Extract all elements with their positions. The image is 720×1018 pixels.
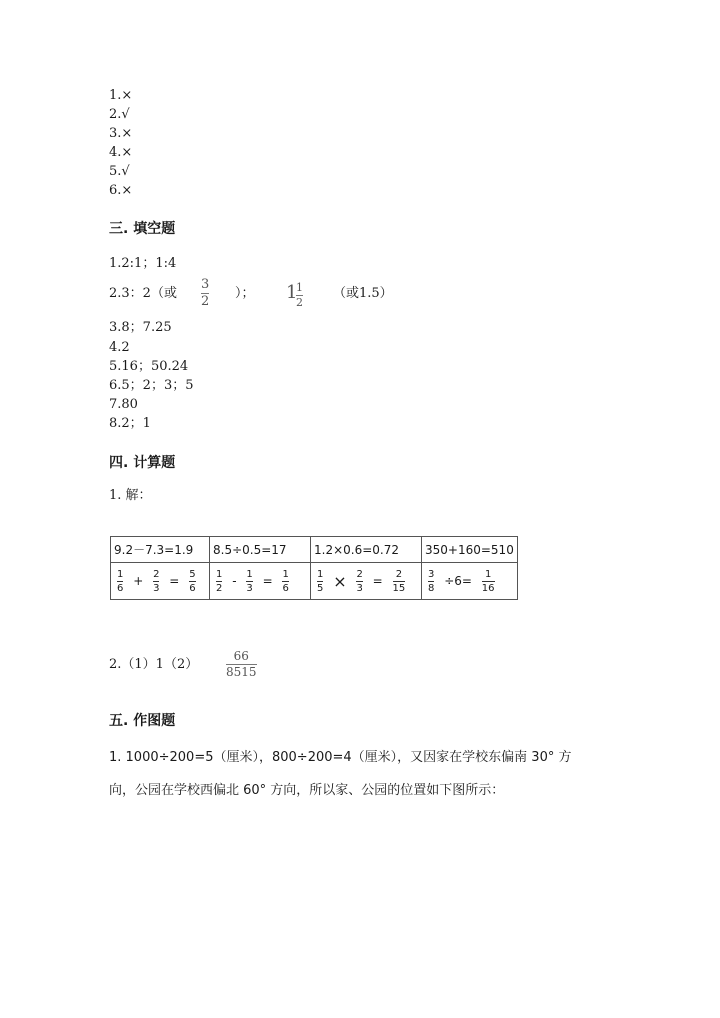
answer-4: 4.× xyxy=(109,145,133,160)
fraction xyxy=(393,569,406,594)
frac-numerator: 2 xyxy=(153,568,160,580)
fraction xyxy=(282,569,288,594)
fraction xyxy=(153,569,159,594)
frac-numerator: 2 xyxy=(356,568,363,580)
s3-q5: 5.16；50.24 xyxy=(109,359,189,374)
frac-numerator: 1 xyxy=(117,568,124,580)
fraction xyxy=(117,569,123,594)
answer-2: 2.√ xyxy=(109,107,130,122)
s4-q1-label: 1. 解： xyxy=(109,488,152,503)
section3-heading: 三. 填空题 xyxy=(109,221,176,237)
calc-cell xyxy=(210,563,311,600)
frac-denominator: 3 xyxy=(356,582,363,594)
frac-bar xyxy=(282,581,288,582)
frac-numerator: 3 xyxy=(428,568,435,580)
s3-q2-mixed-whole: 1 xyxy=(286,282,298,303)
s3-q7: 7.80 xyxy=(109,397,138,412)
frac-denominator: 2 xyxy=(216,582,223,594)
answer-1: 1.× xyxy=(109,88,133,103)
frac-bar xyxy=(117,581,123,582)
fraction xyxy=(428,569,434,594)
fraction xyxy=(246,569,252,594)
frac-bar xyxy=(317,581,323,582)
section4-heading: 四. 计算题 xyxy=(109,455,176,471)
calc-cell xyxy=(111,563,210,600)
s3-q2-suffix: （或1.5） xyxy=(333,286,393,301)
frac-denominator: 6 xyxy=(189,582,196,594)
calc-row xyxy=(111,537,518,563)
answer-6: 6.× xyxy=(109,183,133,198)
frac-numerator: 1 xyxy=(282,568,289,580)
s3-q1: 1.2:1；1:4 xyxy=(109,256,177,271)
s3-q2-fraction xyxy=(201,278,209,309)
frac-bar xyxy=(189,581,195,582)
operator: ÷6= xyxy=(444,574,472,588)
frac-denominator: 16 xyxy=(481,582,495,594)
calc-cell: 8.5÷0.5=17 xyxy=(210,537,311,563)
frac-denominator: 2 xyxy=(296,296,303,309)
frac-numerator: 1 xyxy=(246,568,253,580)
s5-line2: 向，公园在学校西偏北 60° 方向，所以家、公园的位置如下图所示： xyxy=(109,783,505,798)
answer-3: 3.× xyxy=(109,126,133,141)
equals: = xyxy=(169,574,180,588)
equals: = xyxy=(372,574,383,588)
frac-denominator: 5 xyxy=(317,582,324,594)
s3-q2-mid: ）； xyxy=(235,286,255,301)
frac-bar xyxy=(356,581,362,582)
frac-denominator: 6 xyxy=(282,582,289,594)
operator: + xyxy=(133,574,144,588)
section5-heading: 五. 作图题 xyxy=(109,713,176,729)
frac-denominator: 2 xyxy=(201,294,210,309)
frac-numerator: 3 xyxy=(201,277,210,292)
calc-cell: 9.2－7.3=1.9 xyxy=(111,537,210,563)
frac-denominator: 8515 xyxy=(226,665,257,679)
answer-5: 5.√ xyxy=(109,164,130,179)
frac-bar xyxy=(428,581,434,582)
frac-bar xyxy=(393,581,406,582)
fraction xyxy=(216,569,222,594)
frac-numerator: 5 xyxy=(189,568,196,580)
frac-denominator: 8 xyxy=(428,582,435,594)
fraction xyxy=(317,569,323,594)
frac-bar xyxy=(216,581,222,582)
equals: = xyxy=(262,574,273,588)
s5-line1: 1. 1000÷200=5（厘米），800÷200=4（厘米），又因家在学校东偏南 30° 方 xyxy=(109,750,572,765)
fraction xyxy=(482,569,495,594)
frac-bar xyxy=(246,581,252,582)
calc-cell xyxy=(422,563,518,600)
frac-denominator: 15 xyxy=(392,582,406,594)
s3-q6: 6.5；2；3；5 xyxy=(109,378,194,393)
calc-cell: 1.2×0.6=0.72 xyxy=(311,537,422,563)
operator: - xyxy=(232,574,237,588)
frac-bar xyxy=(482,581,495,582)
s3-q3: 3.8；7.25 xyxy=(109,320,172,335)
frac-numerator: 1 xyxy=(317,568,324,580)
calc-cell xyxy=(311,563,422,600)
s4-q2-fraction xyxy=(226,650,257,679)
frac-denominator: 3 xyxy=(153,582,160,594)
s4-q2-prefix: 2.（1）1（2） xyxy=(109,657,199,672)
frac-numerator: 1 xyxy=(296,281,303,294)
frac-numerator: 66 xyxy=(233,649,249,663)
frac-numerator: 1 xyxy=(216,568,223,580)
s3-q2-prefix: 2.3：2（或 xyxy=(109,286,177,301)
operator: × xyxy=(333,571,347,591)
fraction xyxy=(356,569,362,594)
calc-cell: 350+160=510 xyxy=(422,537,518,563)
s3-q4: 4.2 xyxy=(109,340,130,355)
s3-q2-mixed-fraction xyxy=(296,282,303,309)
calc-row xyxy=(111,563,518,600)
frac-denominator: 6 xyxy=(117,582,124,594)
frac-bar xyxy=(153,581,159,582)
frac-numerator: 1 xyxy=(484,568,492,580)
frac-denominator: 3 xyxy=(246,582,253,594)
frac-numerator: 2 xyxy=(395,568,403,580)
s3-q8: 8.2；1 xyxy=(109,416,151,431)
fraction xyxy=(189,569,195,594)
calc-table xyxy=(110,536,518,600)
